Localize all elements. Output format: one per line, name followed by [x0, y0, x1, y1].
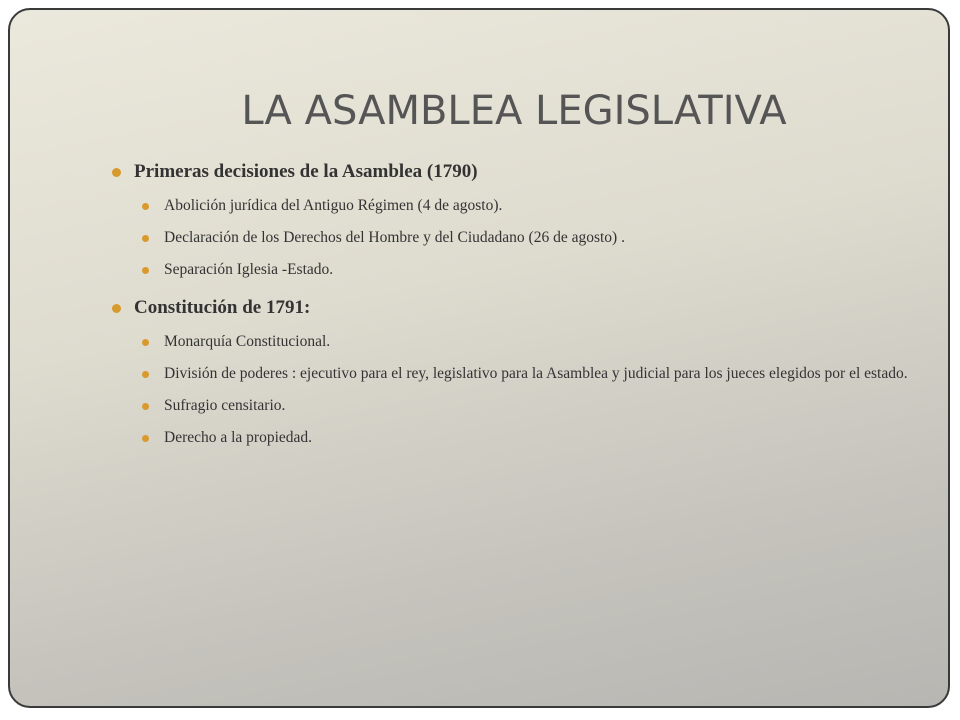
list-item-text: Derecho a la propiedad.: [164, 429, 313, 446]
list-item: [108, 258, 908, 282]
bullet-icon: [142, 371, 149, 378]
section-heading-text: Constitución de 1791:: [134, 297, 311, 318]
list-item: [108, 194, 908, 218]
bullet-icon: [142, 203, 149, 210]
slide-content: [108, 160, 908, 458]
section-heading-text: Primeras decisiones de la Asamblea (1790): [134, 161, 478, 182]
list-item-text: Monarquía Constitucional.: [164, 333, 331, 350]
list-item-text: Declaración de los Derechos del Hombre y del Ciudadano (26 de agosto) .: [164, 229, 625, 246]
bullet-icon: [112, 168, 121, 177]
section-heading-2: [108, 296, 908, 320]
bullet-icon: [112, 304, 121, 313]
bullet-icon: [142, 267, 149, 274]
list-item: [108, 226, 908, 250]
list-item-text: Abolición jurídica del Antiguo Régimen (4 de agosto).: [164, 197, 503, 214]
list-item: [108, 426, 908, 450]
list-item-text: División de poderes : ejecutivo para el rey, legislativo para la Asamblea y judicial para los jueces elegidos por el estado.: [164, 365, 908, 382]
section-heading-1: [108, 160, 908, 184]
slide-frame: [8, 8, 950, 708]
bullet-icon: [142, 435, 149, 442]
bullet-icon: [142, 403, 149, 410]
list-item: [108, 330, 908, 354]
bullet-icon: [142, 339, 149, 346]
bullet-icon: [142, 235, 149, 242]
list-item: [108, 394, 908, 418]
list-item-text: Separación Iglesia -Estado.: [164, 261, 334, 278]
list-item: [108, 362, 908, 386]
slide-title: LA ASAMBLEA LEGISLATIVA: [241, 88, 787, 134]
list-item-text: Sufragio censitario.: [164, 397, 286, 414]
